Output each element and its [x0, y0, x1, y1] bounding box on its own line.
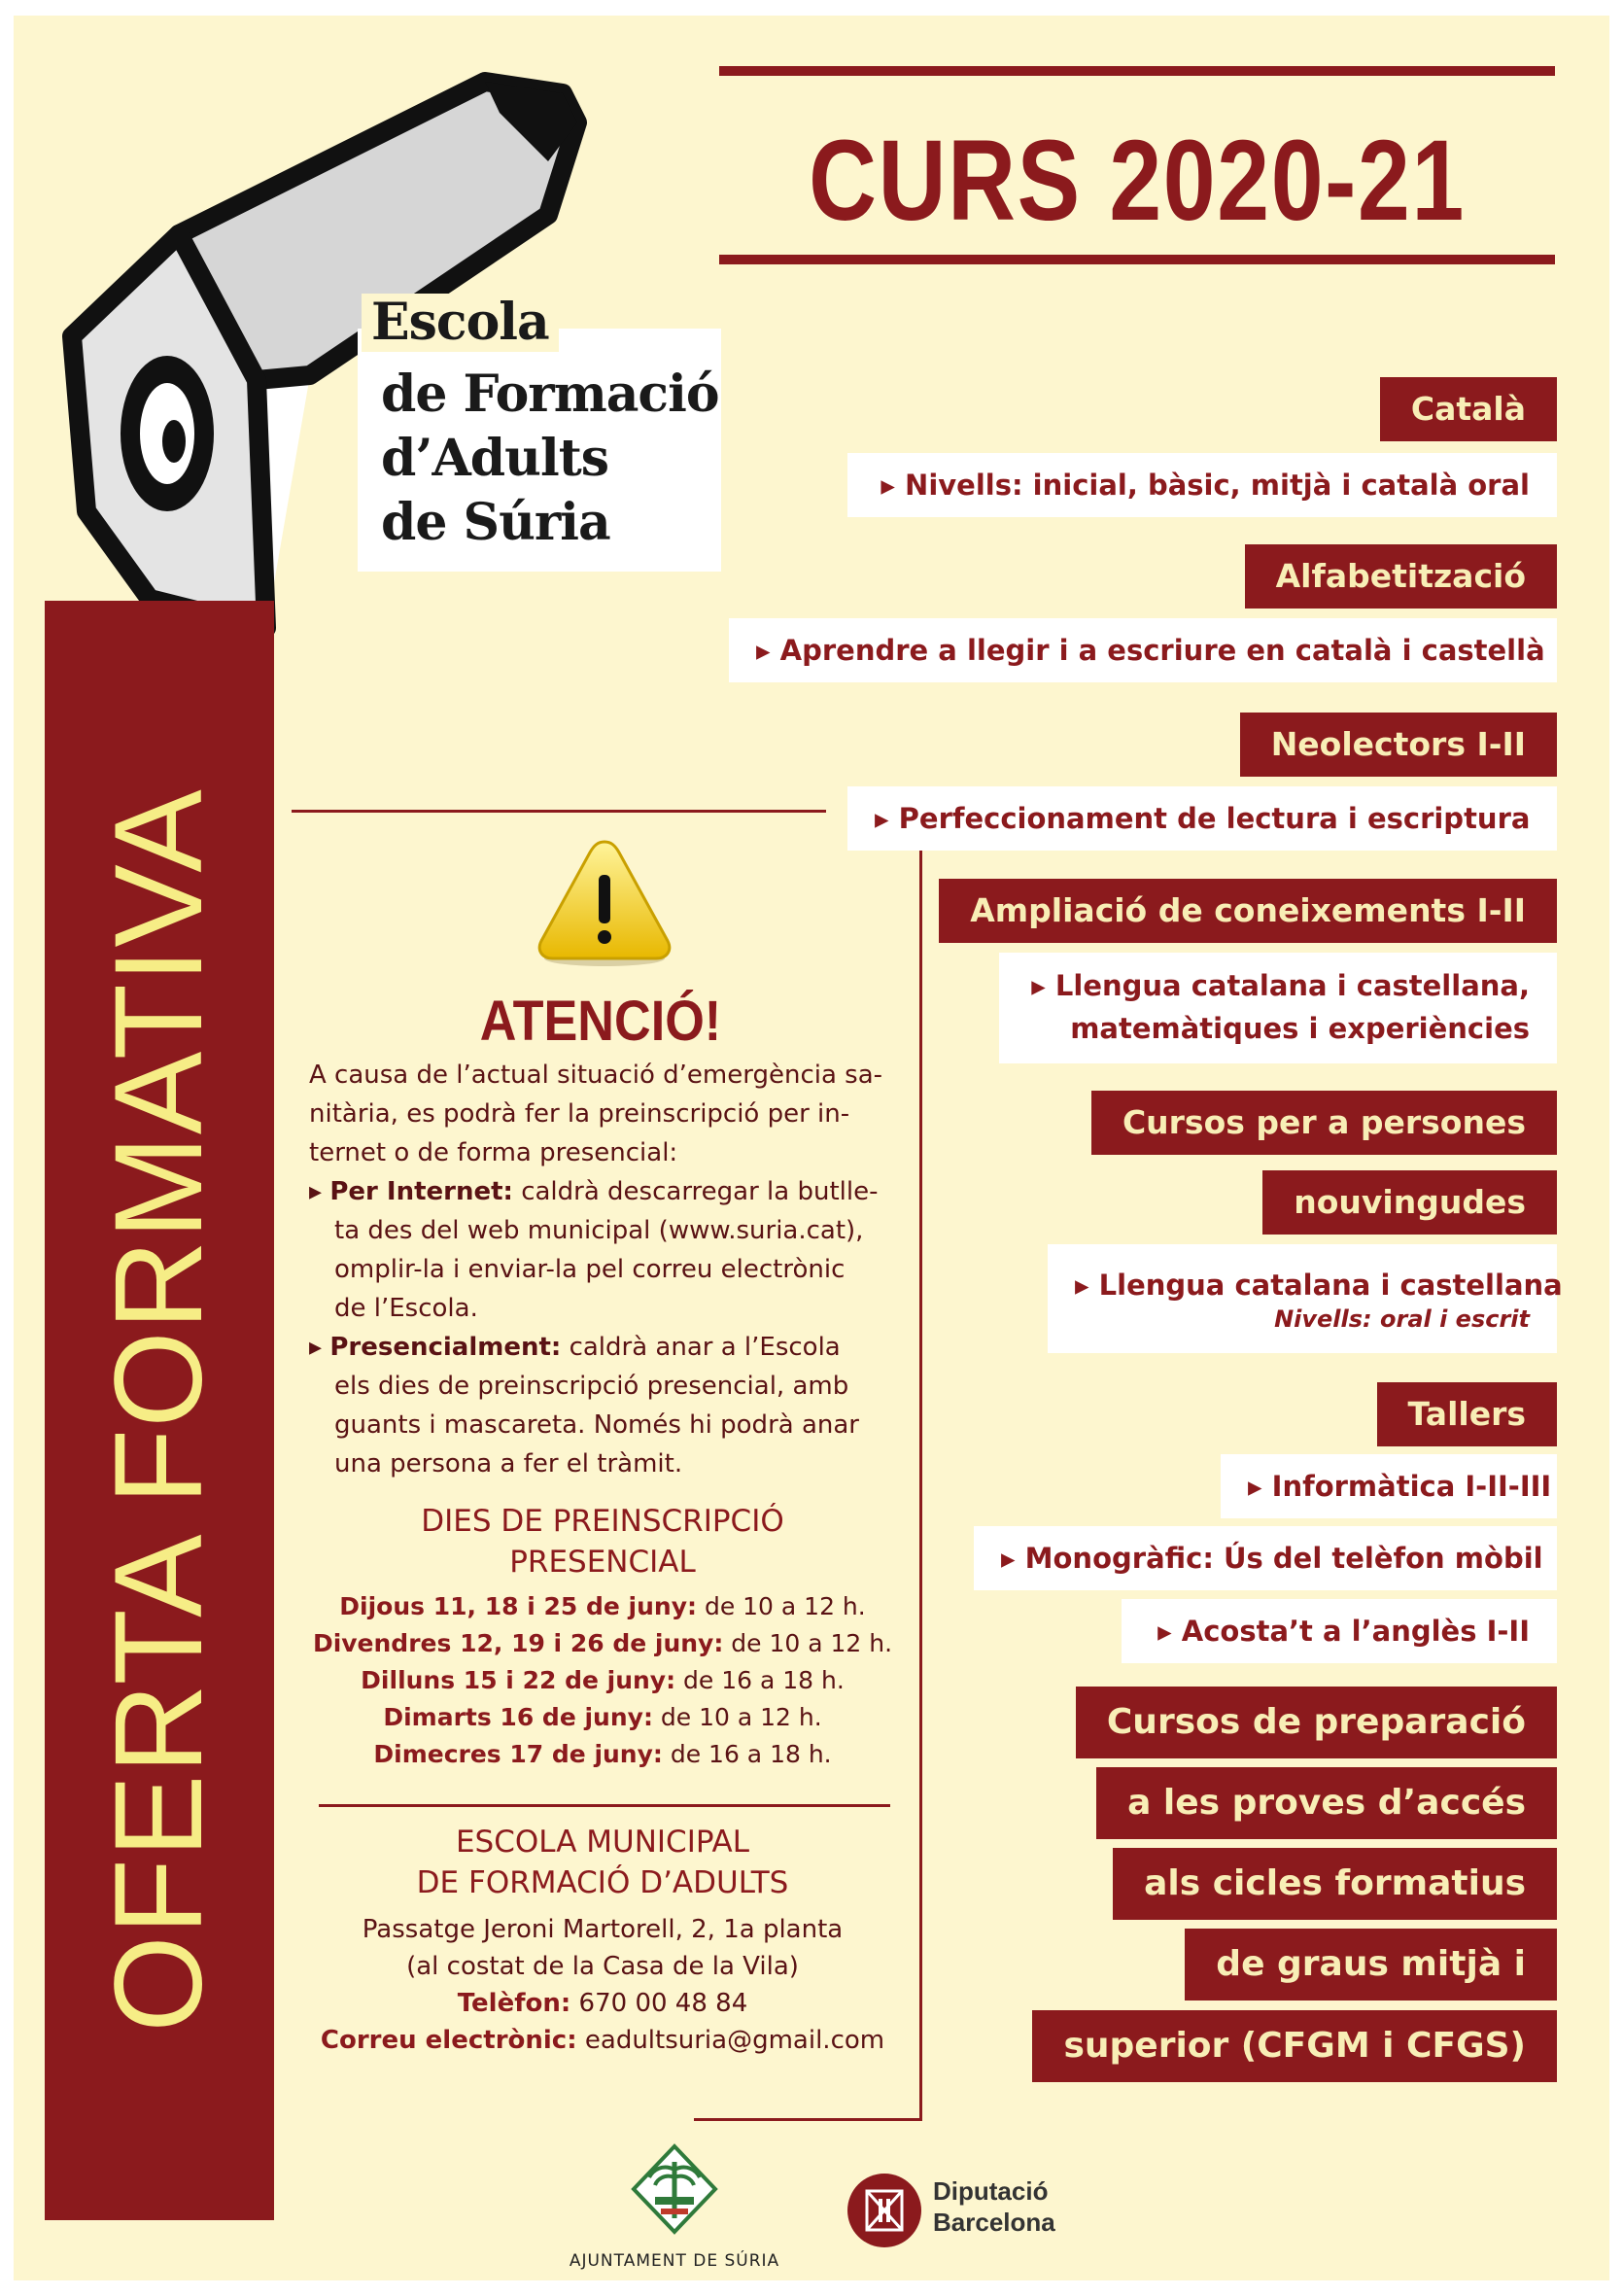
- course-item-text: ▸ Llengua catalana i castellana: [1075, 1269, 1563, 1302]
- course-item-note: Nivells: oral i escrit: [1274, 1305, 1530, 1333]
- schedule-days: Dimecres 17 de juny:: [373, 1740, 663, 1768]
- schedule-days: Dijous 11, 18 i 25 de juny:: [339, 1592, 697, 1620]
- notice-border-right: [919, 832, 922, 2120]
- divider: [319, 1804, 890, 1807]
- text-line: A causa de l’actual situació d’emergència sa-: [309, 1061, 883, 1090]
- logo-line: de Formació: [381, 365, 719, 424]
- internet-label: Per Internet:: [329, 1177, 513, 1206]
- schedule-hours: de 10 a 12 h.: [652, 1703, 822, 1731]
- text-line: els dies de preinscripció presencial, amb: [334, 1372, 849, 1401]
- schedule-heading: [309, 1501, 896, 1583]
- course-category-preparacio: als cicles formatius: [1113, 1848, 1557, 1920]
- course-category-preparacio: Cursos de preparació: [1076, 1687, 1557, 1758]
- poster: [14, 16, 1609, 2280]
- course-item: [847, 786, 1557, 851]
- course-category-nouvingudes: nouvingudes: [1262, 1170, 1557, 1235]
- course-item-text: ▸ Acosta’t a l’anglès I-II: [1157, 1615, 1530, 1648]
- notice-intro: [309, 1056, 882, 1172]
- course-category-preparacio: de graus mitjà i: [1185, 1929, 1557, 2000]
- course-category-alfabetitzacio: Alfabetització: [1245, 544, 1557, 609]
- bullet-icon: ▸: [309, 1177, 330, 1206]
- logo-line: Escola: [362, 294, 559, 352]
- schedule-row: [309, 1588, 896, 1625]
- side-banner-title: OFERTA FORMATIVA: [89, 788, 228, 2033]
- course-item: [847, 453, 1557, 517]
- school-name: [309, 1822, 896, 1903]
- address-line: Passatge Jeroni Martorell, 2, 1a planta: [362, 1915, 844, 1944]
- course-item-text: ▸ Monogràfic: Ús del telèfon mòbil: [1001, 1542, 1543, 1575]
- course-item-text: ▸ Nivells: inicial, bàsic, mitjà i català oral: [881, 469, 1530, 502]
- text-line: caldrà descarregar la butlle-: [512, 1177, 879, 1206]
- course-category-tallers: Tallers: [1377, 1382, 1557, 1446]
- course-item-text: ▸ Informàtica I-II-III: [1248, 1470, 1552, 1503]
- schedule-row: [309, 1736, 896, 1773]
- notice-presencial: [309, 1328, 859, 1483]
- text-line: omplir-la i enviar-la pel correu electrònic: [334, 1255, 846, 1284]
- course-category-ampliacio: Ampliació de coneixements I-II: [939, 879, 1557, 943]
- notice-title: ATENCIÓ!: [479, 990, 722, 1053]
- text-line: una persona a fer el tràmit.: [334, 1449, 683, 1478]
- title-rule-bottom: [719, 255, 1555, 264]
- course-category-preparacio: a les proves d’accés: [1096, 1767, 1557, 1839]
- heading-line: DIES DE PREINSCRIPCIÓ: [421, 1504, 784, 1539]
- school-address: [309, 1911, 896, 2059]
- course-category-preparacio: superior (CFGM i CFGS): [1032, 2010, 1557, 2082]
- schedule-hours: de 10 a 12 h.: [723, 1629, 893, 1657]
- ajuntament-coat-of-arms-icon: [626, 2140, 723, 2247]
- course-item: [1221, 1454, 1557, 1518]
- email-label: Correu electrònic:: [320, 2026, 577, 2055]
- ajuntament-label: AJUNTAMENT DE SÚRIA: [569, 2251, 780, 2271]
- text-line: de l’Escola.: [334, 1294, 478, 1323]
- heading-line: PRESENCIAL: [509, 1545, 696, 1580]
- diputacio-line: Barcelona: [933, 2208, 1055, 2237]
- page-title: CURS 2020-21: [809, 117, 1466, 245]
- schedule-row: [309, 1699, 896, 1736]
- school-name-line: DE FORMACIÓ D’ADULTS: [416, 1865, 789, 1900]
- warning-triangle-icon: [532, 834, 677, 970]
- notice-border-bottom: [694, 2118, 922, 2121]
- course-item: [1048, 1244, 1563, 1353]
- email-address: eadultsuria@gmail.com: [576, 2026, 885, 2055]
- text-line: nitària, es podrà fer la preinscripció per in-: [309, 1099, 850, 1129]
- schedule-hours: de 10 a 12 h.: [697, 1592, 866, 1620]
- text-line: guants i mascareta. Només hi podrà anar: [334, 1410, 859, 1440]
- schedule-days: Dilluns 15 i 22 de juny:: [361, 1666, 676, 1694]
- notice-internet: [309, 1172, 878, 1328]
- schedule-row: [309, 1662, 896, 1699]
- logo-line: de Súria: [381, 493, 610, 552]
- schedule-hours: de 16 a 18 h.: [675, 1666, 845, 1694]
- course-item: [1122, 1599, 1557, 1663]
- text-line: ta des del web municipal (www.suria.cat),: [334, 1216, 864, 1245]
- course-item-text: ▸ Aprendre a llegir i a escriure en català i castellà: [756, 634, 1545, 667]
- logo-line: d’Adults: [381, 429, 609, 488]
- course-item: [999, 953, 1557, 1063]
- text-line: caldrà anar a l’Escola: [561, 1333, 841, 1362]
- course-item: [974, 1526, 1557, 1590]
- school-name-line: ESCOLA MUNICIPAL: [455, 1825, 750, 1860]
- school-logo: [358, 293, 721, 572]
- course-item-text: ▸ Perfeccionament de lectura i escriptura: [875, 802, 1531, 835]
- address-line: (al costat de la Casa de la Vila): [406, 1952, 799, 1981]
- presencial-label: Presencialment:: [329, 1333, 562, 1362]
- bullet-icon: ▸: [309, 1333, 330, 1362]
- course-category-catala: Català: [1380, 377, 1557, 441]
- phone-label: Telèfon:: [457, 1989, 571, 2018]
- course-category-neolectors: Neolectors I-II: [1240, 713, 1557, 777]
- title-rule-top: [719, 66, 1555, 76]
- schedule-list: [309, 1588, 896, 1773]
- diputacio-label: [933, 2175, 1055, 2238]
- course-category-nouvingudes: Cursos per a persones: [1091, 1091, 1557, 1155]
- phone-number: 670 00 48 84: [570, 1989, 748, 2018]
- course-item: [729, 618, 1557, 682]
- course-item-text: ▸ Llengua catalana i castellana,: [1031, 969, 1530, 1002]
- schedule-row: [309, 1625, 896, 1662]
- schedule-days: Dimarts 16 de juny:: [383, 1703, 653, 1731]
- diputacio-line: Diputació: [933, 2176, 1049, 2206]
- phone-line: [309, 1985, 896, 2022]
- schedule-hours: de 16 a 18 h.: [662, 1740, 832, 1768]
- notice-border-top: [292, 810, 826, 813]
- course-item-text: matemàtiques i experiències: [1070, 1012, 1530, 1045]
- schedule-days: Divendres 12, 19 i 26 de juny:: [312, 1629, 724, 1657]
- email-line: [309, 2022, 896, 2059]
- text-line: ternet o de forma presencial:: [309, 1138, 678, 1167]
- diputacio-logo-icon: [846, 2172, 923, 2249]
